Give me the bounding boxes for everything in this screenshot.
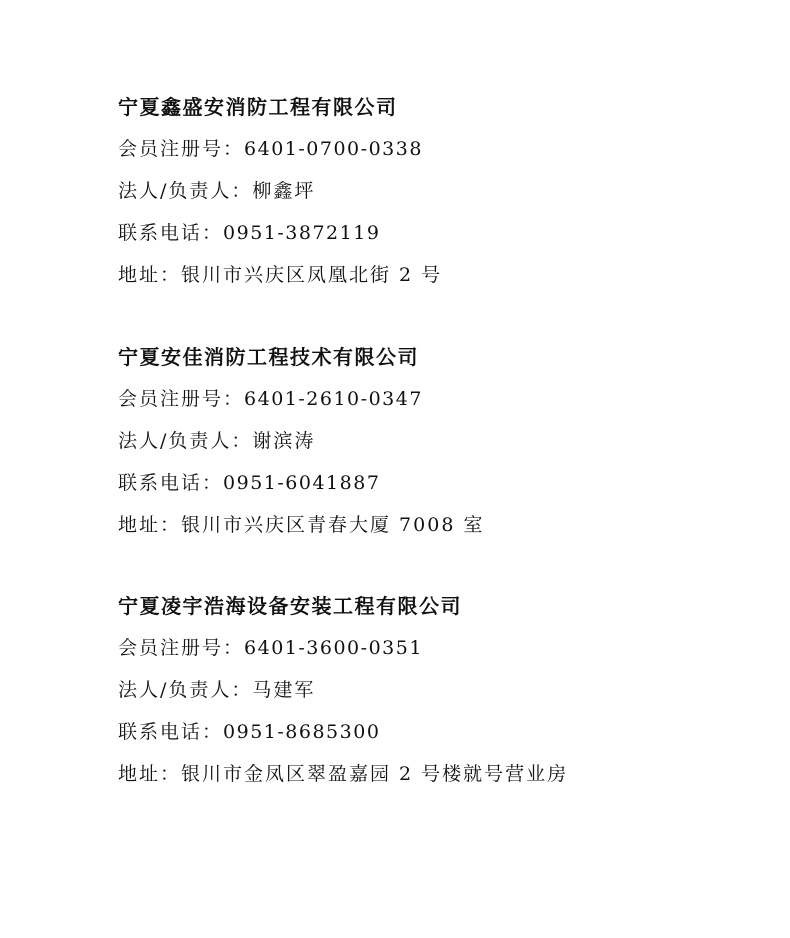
legal-representative-line [118,427,758,455]
address-value: 银川市金凤区翠盈嘉园 2 号楼就号营业房 [181,763,569,785]
legal-representative-name: 马建军 [252,679,316,701]
company-entry [118,343,758,539]
contact-phone-number: 0951-6041887 [223,472,381,494]
member-registration-number: 6401-0700-0338 [244,138,423,160]
address-label: 地址： [118,514,182,536]
member-registration-line [118,135,758,163]
address-line [118,760,758,788]
company-name: 宁夏凌宇浩海设备安装工程有限公司 [118,594,462,618]
address-value: 银川市兴庆区凤凰北街 2 号 [181,264,443,286]
member-registration-label: 会员注册号： [118,138,245,160]
company-name: 宁夏鑫盛安消防工程有限公司 [118,95,398,119]
contact-phone-label: 联系电话： [118,721,224,743]
legal-representative-label: 法人/负责人： [118,679,253,701]
contact-phone-line [118,718,758,746]
legal-representative-label: 法人/负责人： [118,180,253,202]
legal-representative-line [118,676,758,704]
company-name: 宁夏安佳消防工程技术有限公司 [118,345,419,369]
member-registration-label: 会员注册号： [118,637,245,659]
address-value: 银川市兴庆区青春大厦 7008 室 [181,514,485,536]
contact-phone-number: 0951-8685300 [223,721,381,743]
legal-representative-name: 柳鑫坪 [252,180,316,202]
contact-phone-number: 0951-3872119 [223,222,381,244]
address-line [118,261,758,289]
legal-representative-name: 谢滨涛 [252,430,316,452]
member-registration-line [118,634,758,662]
company-entry [118,93,758,289]
address-label: 地址： [118,264,182,286]
legal-representative-line [118,177,758,205]
member-registration-number: 6401-2610-0347 [244,388,423,410]
member-registration-label: 会员注册号： [118,388,245,410]
legal-representative-label: 法人/负责人： [118,430,253,452]
member-registration-number: 6401-3600-0351 [244,637,423,659]
contact-phone-label: 联系电话： [118,222,224,244]
member-registration-line [118,385,758,413]
address-label: 地址： [118,763,182,785]
address-line [118,511,758,539]
company-entry [118,592,758,788]
contact-phone-label: 联系电话： [118,472,224,494]
contact-phone-line [118,469,758,497]
contact-phone-line [118,219,758,247]
